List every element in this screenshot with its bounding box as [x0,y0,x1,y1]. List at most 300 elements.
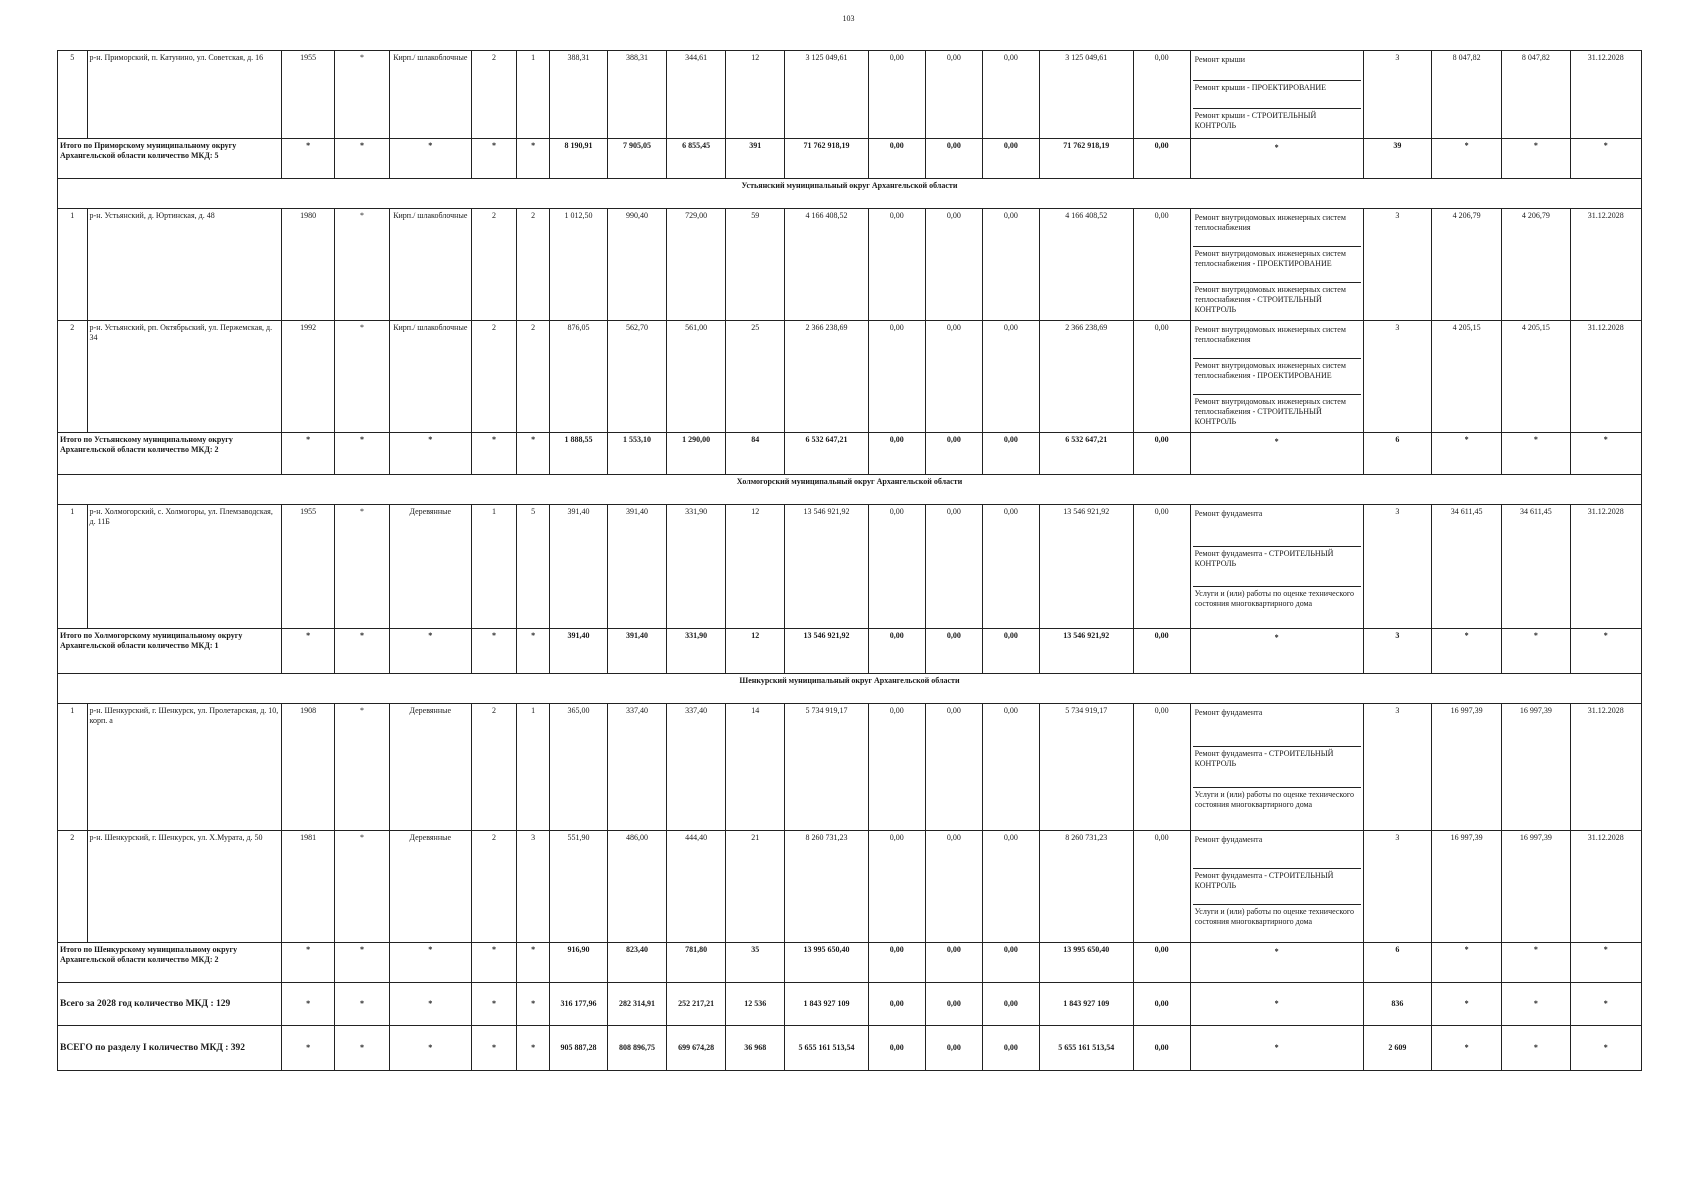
total-area-cell: 365,00 [549,704,607,831]
living-area-cell: 7 905,05 [608,139,667,179]
year-cell: 1981 [282,831,335,943]
address-cell: р-н. Шенкурский, г. Шенкурск, ул. Х.Мурата, д. 50 [87,831,282,943]
total-label-cell: ВСЕГО по разделу I количество МКД : 392 [58,1026,282,1071]
local-budget-cell: 0,00 [982,704,1039,831]
work-type-item: * [1274,1043,1279,1052]
works-count-cell: 6 [1363,943,1431,983]
completion-date-cell: 31.12.2028 [1570,321,1642,433]
total-cost-cell: 13 546 921,92 [785,505,869,629]
work-type-item: Ремонт внутридомовых инженерных систем теплоснабжения [1194,325,1346,344]
max-unit-cost-cell: 4 206,79 [1502,209,1570,321]
wall-material-cell: Деревянные [390,831,471,943]
year-cell: * [282,139,335,179]
unit-cost-cell: 34 611,45 [1431,505,1501,629]
fund-cell: 0,00 [868,983,925,1026]
living-area-cell: 1 553,10 [608,433,667,475]
row-number-cell: 2 [58,831,88,943]
repair-year-cell: * [335,51,390,139]
work-type-item: Услуги и (или) работы по оценке технического состояния многоквартирного дома [1193,904,1361,940]
wall-material-cell: Деревянные [390,505,471,629]
works-cell [1190,629,1363,674]
wall-material-cell: * [390,629,471,674]
total-cost-cell: 2 366 238,69 [785,321,869,433]
max-unit-cost-cell: * [1502,943,1570,983]
district-total-row [58,943,1642,983]
completion-date-cell: * [1570,139,1642,179]
district-total-row [58,139,1642,179]
total-area-cell: 391,40 [549,505,607,629]
district-total-row [58,629,1642,674]
residents-cell: 391 [726,139,785,179]
wall-material-cell: * [390,983,471,1026]
entrances-cell: * [517,629,550,674]
year-cell: * [282,433,335,475]
fund-cell: 0,00 [868,139,925,179]
address-cell: р-н. Шенкурский, г. Шенкурск, ул. Пролетарская, д. 10, корп. а [87,704,282,831]
works-cell [1190,831,1363,943]
unit-cost-cell: * [1431,629,1501,674]
works-cell [1190,321,1363,433]
works-cell [1190,209,1363,321]
total-label-cell: Итого по Холмогорскому муниципальному округу Архангельской области количество МКД: 1 [58,629,282,674]
works-cell [1190,983,1363,1026]
local-budget-cell: 0,00 [982,983,1039,1026]
residents-cell: 36 968 [726,1026,785,1071]
owners-funds-cell: 3 125 049,61 [1039,51,1133,139]
year-cell: 1955 [282,51,335,139]
living-area-cell: 388,31 [608,51,667,139]
residents-cell: 14 [726,704,785,831]
completion-date-cell: 31.12.2028 [1570,51,1642,139]
page-number: 103 [842,14,855,23]
entrances-cell: 5 [517,505,550,629]
address-cell: р-н. Холмогорский, с. Холмогоры, ул. Племзаводская, д. 11Б [87,505,282,629]
other-funds-cell: 0,00 [1133,321,1190,433]
local-budget-cell: 0,00 [982,831,1039,943]
local-budget-cell: 0,00 [982,51,1039,139]
wall-material-cell: Деревянные [390,704,471,831]
entrances-cell: * [517,433,550,475]
budget-cell: 0,00 [925,321,982,433]
budget-cell: 0,00 [925,943,982,983]
repair-year-cell: * [335,505,390,629]
floors-cell: * [471,1026,517,1071]
repair-year-cell: * [335,139,390,179]
total-label-cell: Итого по Шенкурскому муниципальному округу Архангельской области количество МКД: 2 [58,943,282,983]
entrances-cell: 2 [517,209,550,321]
living-area-cell: 282 314,91 [608,983,667,1026]
total-cost-cell: 13 995 650,40 [785,943,869,983]
repair-year-cell: * [335,943,390,983]
local-budget-cell: 0,00 [982,1026,1039,1071]
repair-program-table [57,50,1642,1071]
residential-area-cell: 444,40 [667,831,726,943]
wall-material-cell: Кирп./ шлакоблочные [390,321,471,433]
wall-material-cell: * [390,1026,471,1071]
work-type-item: Ремонт крыши [1194,55,1246,64]
work-type-item: * [1274,947,1279,956]
owners-funds-cell: 13 546 921,92 [1039,505,1133,629]
total-cost-cell: 13 546 921,92 [785,629,869,674]
total-label-cell: Итого по Устьянскому муниципальному округу Архангельской области количество МКД: 2 [58,433,282,475]
max-unit-cost-cell: * [1502,629,1570,674]
budget-cell: 0,00 [925,433,982,475]
year-cell: * [282,983,335,1026]
owners-funds-cell: 6 532 647,21 [1039,433,1133,475]
wall-material-cell: Кирп./ шлакоблочные [390,209,471,321]
completion-date-cell: 31.12.2028 [1570,209,1642,321]
unit-cost-cell: * [1431,139,1501,179]
max-unit-cost-cell: * [1502,433,1570,475]
total-area-cell: 1 888,55 [549,433,607,475]
other-funds-cell: 0,00 [1133,983,1190,1026]
work-type-item: Ремонт внутридомовых инженерных систем теплоснабжения - СТРОИТЕЛЬНЫЙ КОНТРОЛЬ [1193,282,1361,318]
budget-cell: 0,00 [925,831,982,943]
works-count-cell: 39 [1363,139,1431,179]
work-type-item: * [1274,143,1279,152]
work-type-item: Ремонт фундамента [1194,509,1263,518]
total-cost-cell: 1 843 927 109 [785,983,869,1026]
works-cell [1190,139,1363,179]
local-budget-cell: 0,00 [982,139,1039,179]
year-cell: 1955 [282,505,335,629]
other-funds-cell: 0,00 [1133,139,1190,179]
residential-area-cell: 729,00 [667,209,726,321]
other-funds-cell: 0,00 [1133,209,1190,321]
fund-cell: 0,00 [868,629,925,674]
works-count-cell: 3 [1363,51,1431,139]
repair-year-cell: * [335,1026,390,1071]
fund-cell: 0,00 [868,943,925,983]
other-funds-cell: 0,00 [1133,943,1190,983]
building-row [58,321,1642,433]
works-cell [1190,704,1363,831]
row-number-cell: 1 [58,704,88,831]
total-label-cell: Всего за 2028 год количество МКД : 129 [58,983,282,1026]
max-unit-cost-cell: 16 997,39 [1502,704,1570,831]
works-count-cell: 3 [1363,629,1431,674]
work-type-item: Услуги и (или) работы по оценке технического состояния многоквартирного дома [1193,787,1361,828]
works-cell [1190,433,1363,475]
work-type-item: Ремонт внутридомовых инженерных систем теплоснабжения - СТРОИТЕЛЬНЫЙ КОНТРОЛЬ [1193,394,1361,430]
owners-funds-cell: 5 734 919,17 [1039,704,1133,831]
repair-year-cell: * [335,704,390,831]
work-type-item: Ремонт внутридомовых инженерных систем теплоснабжения - ПРОЕКТИРОВАНИЕ [1193,358,1361,394]
work-type-item: Ремонт фундамента - СТРОИТЕЛЬНЫЙ КОНТРОЛЬ [1193,868,1361,904]
entrances-cell: * [517,1026,550,1071]
total-cost-cell: 5 734 919,17 [785,704,869,831]
works-count-cell: 6 [1363,433,1431,475]
other-funds-cell: 0,00 [1133,1026,1190,1071]
floors-cell: 2 [471,209,517,321]
entrances-cell: 2 [517,321,550,433]
building-row [58,704,1642,831]
work-type-item: Ремонт фундамента - СТРОИТЕЛЬНЫЙ КОНТРОЛЬ [1193,746,1361,787]
floors-cell: 2 [471,321,517,433]
work-type-item: Ремонт фундамента - СТРОИТЕЛЬНЫЙ КОНТРОЛЬ [1193,546,1361,586]
owners-funds-cell: 13 995 650,40 [1039,943,1133,983]
completion-date-cell: 31.12.2028 [1570,704,1642,831]
other-funds-cell: 0,00 [1133,704,1190,831]
living-area-cell: 562,70 [608,321,667,433]
unit-cost-cell: * [1431,943,1501,983]
fund-cell: 0,00 [868,704,925,831]
completion-date-cell: * [1570,433,1642,475]
unit-cost-cell: * [1431,983,1501,1026]
work-type-item: Ремонт фундамента [1194,835,1263,844]
works-count-cell: 3 [1363,505,1431,629]
local-budget-cell: 0,00 [982,321,1039,433]
works-cell [1190,505,1363,629]
living-area-cell: 990,40 [608,209,667,321]
works-cell [1190,943,1363,983]
max-unit-cost-cell: * [1502,983,1570,1026]
budget-cell: 0,00 [925,629,982,674]
works-count-cell: 3 [1363,831,1431,943]
works-count-cell: 2 609 [1363,1026,1431,1071]
residents-cell: 21 [726,831,785,943]
wall-material-cell: Кирп./ шлакоблочные [390,51,471,139]
residents-cell: 12 [726,51,785,139]
residential-area-cell: 337,40 [667,704,726,831]
residents-cell: 84 [726,433,785,475]
repair-year-cell: * [335,321,390,433]
section-header-row [58,179,1642,209]
building-row [58,209,1642,321]
living-area-cell: 808 896,75 [608,1026,667,1071]
section-title: Холмогорский муниципальный округ Архангельской области [58,475,1642,505]
other-funds-cell: 0,00 [1133,433,1190,475]
total-cost-cell: 3 125 049,61 [785,51,869,139]
year-cell: * [282,1026,335,1071]
work-type-item: Ремонт крыши - ПРОЕКТИРОВАНИЕ [1193,80,1361,108]
unit-cost-cell: * [1431,1026,1501,1071]
repair-year-cell: * [335,983,390,1026]
works-cell [1190,51,1363,139]
row-number-cell: 1 [58,209,88,321]
total-area-cell: 8 190,91 [549,139,607,179]
living-area-cell: 391,40 [608,629,667,674]
floors-cell: * [471,983,517,1026]
year-cell: * [282,943,335,983]
section-title: Устьянский муниципальный округ Архангельской области [58,179,1642,209]
residents-cell: 12 [726,629,785,674]
residential-area-cell: 331,90 [667,629,726,674]
owners-funds-cell: 71 762 918,19 [1039,139,1133,179]
address-cell: р-н. Приморский, п. Катунино, ул. Советская, д. 16 [87,51,282,139]
completion-date-cell: 31.12.2028 [1570,831,1642,943]
fund-cell: 0,00 [868,321,925,433]
entrances-cell: 1 [517,51,550,139]
year-cell: 1908 [282,704,335,831]
work-type-item: Ремонт крыши - СТРОИТЕЛЬНЫЙ КОНТРОЛЬ [1193,108,1361,136]
budget-cell: 0,00 [925,51,982,139]
living-area-cell: 823,40 [608,943,667,983]
repair-year-cell: * [335,629,390,674]
total-label-cell: Итого по Приморскому муниципальному округу Архангельской области количество МКД: 5 [58,139,282,179]
living-area-cell: 486,00 [608,831,667,943]
work-type-item: Ремонт внутридомовых инженерных систем теплоснабжения - ПРОЕКТИРОВАНИЕ [1193,246,1361,282]
residential-area-cell: 561,00 [667,321,726,433]
work-type-item: * [1274,633,1279,642]
residents-cell: 12 536 [726,983,785,1026]
max-unit-cost-cell: * [1502,139,1570,179]
unit-cost-cell: 4 206,79 [1431,209,1501,321]
entrances-cell: * [517,943,550,983]
year-cell: 1992 [282,321,335,433]
year-cell: * [282,629,335,674]
wall-material-cell: * [390,139,471,179]
total-area-cell: 388,31 [549,51,607,139]
section-header-row [58,475,1642,505]
budget-cell: 0,00 [925,505,982,629]
grand-total-row [58,983,1642,1026]
budget-cell: 0,00 [925,704,982,831]
residents-cell: 25 [726,321,785,433]
wall-material-cell: * [390,433,471,475]
work-type-item: Ремонт внутридомовых инженерных систем теплоснабжения [1194,213,1346,232]
total-area-cell: 551,90 [549,831,607,943]
local-budget-cell: 0,00 [982,505,1039,629]
fund-cell: 0,00 [868,1026,925,1071]
residential-area-cell: 699 674,28 [667,1026,726,1071]
unit-cost-cell: 16 997,39 [1431,831,1501,943]
local-budget-cell: 0,00 [982,629,1039,674]
max-unit-cost-cell: 4 205,15 [1502,321,1570,433]
wall-material-cell: * [390,943,471,983]
works-count-cell: 3 [1363,209,1431,321]
entrances-cell: * [517,139,550,179]
building-row [58,505,1642,629]
max-unit-cost-cell: 8 047,82 [1502,51,1570,139]
local-budget-cell: 0,00 [982,943,1039,983]
works-count-cell: 836 [1363,983,1431,1026]
repair-year-cell: * [335,433,390,475]
works-count-cell: 3 [1363,704,1431,831]
work-type-item: Ремонт фундамента [1194,708,1263,717]
living-area-cell: 337,40 [608,704,667,831]
owners-funds-cell: 4 166 408,52 [1039,209,1133,321]
floors-cell: * [471,629,517,674]
total-area-cell: 916,90 [549,943,607,983]
completion-date-cell: * [1570,983,1642,1026]
work-type-item: * [1274,437,1279,446]
unit-cost-cell: 4 205,15 [1431,321,1501,433]
row-number-cell: 2 [58,321,88,433]
total-cost-cell: 8 260 731,23 [785,831,869,943]
district-total-row [58,433,1642,475]
floors-cell: 1 [471,505,517,629]
total-area-cell: 905 887,28 [549,1026,607,1071]
budget-cell: 0,00 [925,983,982,1026]
floors-cell: 2 [471,704,517,831]
building-row [58,831,1642,943]
work-type-item: * [1274,999,1279,1008]
total-area-cell: 1 012,50 [549,209,607,321]
residents-cell: 12 [726,505,785,629]
row-number-cell: 1 [58,505,88,629]
max-unit-cost-cell: 16 997,39 [1502,831,1570,943]
total-cost-cell: 5 655 161 513,54 [785,1026,869,1071]
other-funds-cell: 0,00 [1133,831,1190,943]
fund-cell: 0,00 [868,51,925,139]
residents-cell: 35 [726,943,785,983]
other-funds-cell: 0,00 [1133,629,1190,674]
works-count-cell: 3 [1363,321,1431,433]
fund-cell: 0,00 [868,433,925,475]
residential-area-cell: 331,90 [667,505,726,629]
residential-area-cell: 344,61 [667,51,726,139]
other-funds-cell: 0,00 [1133,51,1190,139]
entrances-cell: * [517,983,550,1026]
owners-funds-cell: 5 655 161 513,54 [1039,1026,1133,1071]
completion-date-cell: 31.12.2028 [1570,505,1642,629]
total-cost-cell: 6 532 647,21 [785,433,869,475]
max-unit-cost-cell: 34 611,45 [1502,505,1570,629]
unit-cost-cell: 8 047,82 [1431,51,1501,139]
address-cell: р-н. Устьянский, рп. Октябрьский, ул. Пержемская, д. 34 [87,321,282,433]
local-budget-cell: 0,00 [982,433,1039,475]
floors-cell: * [471,139,517,179]
owners-funds-cell: 13 546 921,92 [1039,629,1133,674]
total-area-cell: 316 177,96 [549,983,607,1026]
residential-area-cell: 1 290,00 [667,433,726,475]
works-cell [1190,1026,1363,1071]
fund-cell: 0,00 [868,831,925,943]
completion-date-cell: * [1570,943,1642,983]
entrances-cell: 1 [517,704,550,831]
building-row [58,51,1642,139]
unit-cost-cell: * [1431,433,1501,475]
total-cost-cell: 71 762 918,19 [785,139,869,179]
repair-year-cell: * [335,209,390,321]
residential-area-cell: 781,80 [667,943,726,983]
completion-date-cell: * [1570,629,1642,674]
total-area-cell: 391,40 [549,629,607,674]
budget-cell: 0,00 [925,209,982,321]
owners-funds-cell: 8 260 731,23 [1039,831,1133,943]
residents-cell: 59 [726,209,785,321]
budget-cell: 0,00 [925,1026,982,1071]
other-funds-cell: 0,00 [1133,505,1190,629]
grand-total-row [58,1026,1642,1071]
floors-cell: * [471,433,517,475]
max-unit-cost-cell: * [1502,1026,1570,1071]
owners-funds-cell: 1 843 927 109 [1039,983,1133,1026]
row-number-cell: 5 [58,51,88,139]
work-type-item: Услуги и (или) работы по оценке технического состояния многоквартирного дома [1193,586,1361,626]
section-title: Шенкурский муниципальный округ Архангельской области [58,674,1642,704]
fund-cell: 0,00 [868,209,925,321]
total-area-cell: 876,05 [549,321,607,433]
living-area-cell: 391,40 [608,505,667,629]
entrances-cell: 3 [517,831,550,943]
unit-cost-cell: 16 997,39 [1431,704,1501,831]
total-cost-cell: 4 166 408,52 [785,209,869,321]
budget-cell: 0,00 [925,139,982,179]
floors-cell: * [471,943,517,983]
section-header-row [58,674,1642,704]
completion-date-cell: * [1570,1026,1642,1071]
local-budget-cell: 0,00 [982,209,1039,321]
residential-area-cell: 6 855,45 [667,139,726,179]
repair-year-cell: * [335,831,390,943]
address-cell: р-н. Устьянский, д. Юртинская, д. 48 [87,209,282,321]
fund-cell: 0,00 [868,505,925,629]
floors-cell: 2 [471,51,517,139]
owners-funds-cell: 2 366 238,69 [1039,321,1133,433]
floors-cell: 2 [471,831,517,943]
